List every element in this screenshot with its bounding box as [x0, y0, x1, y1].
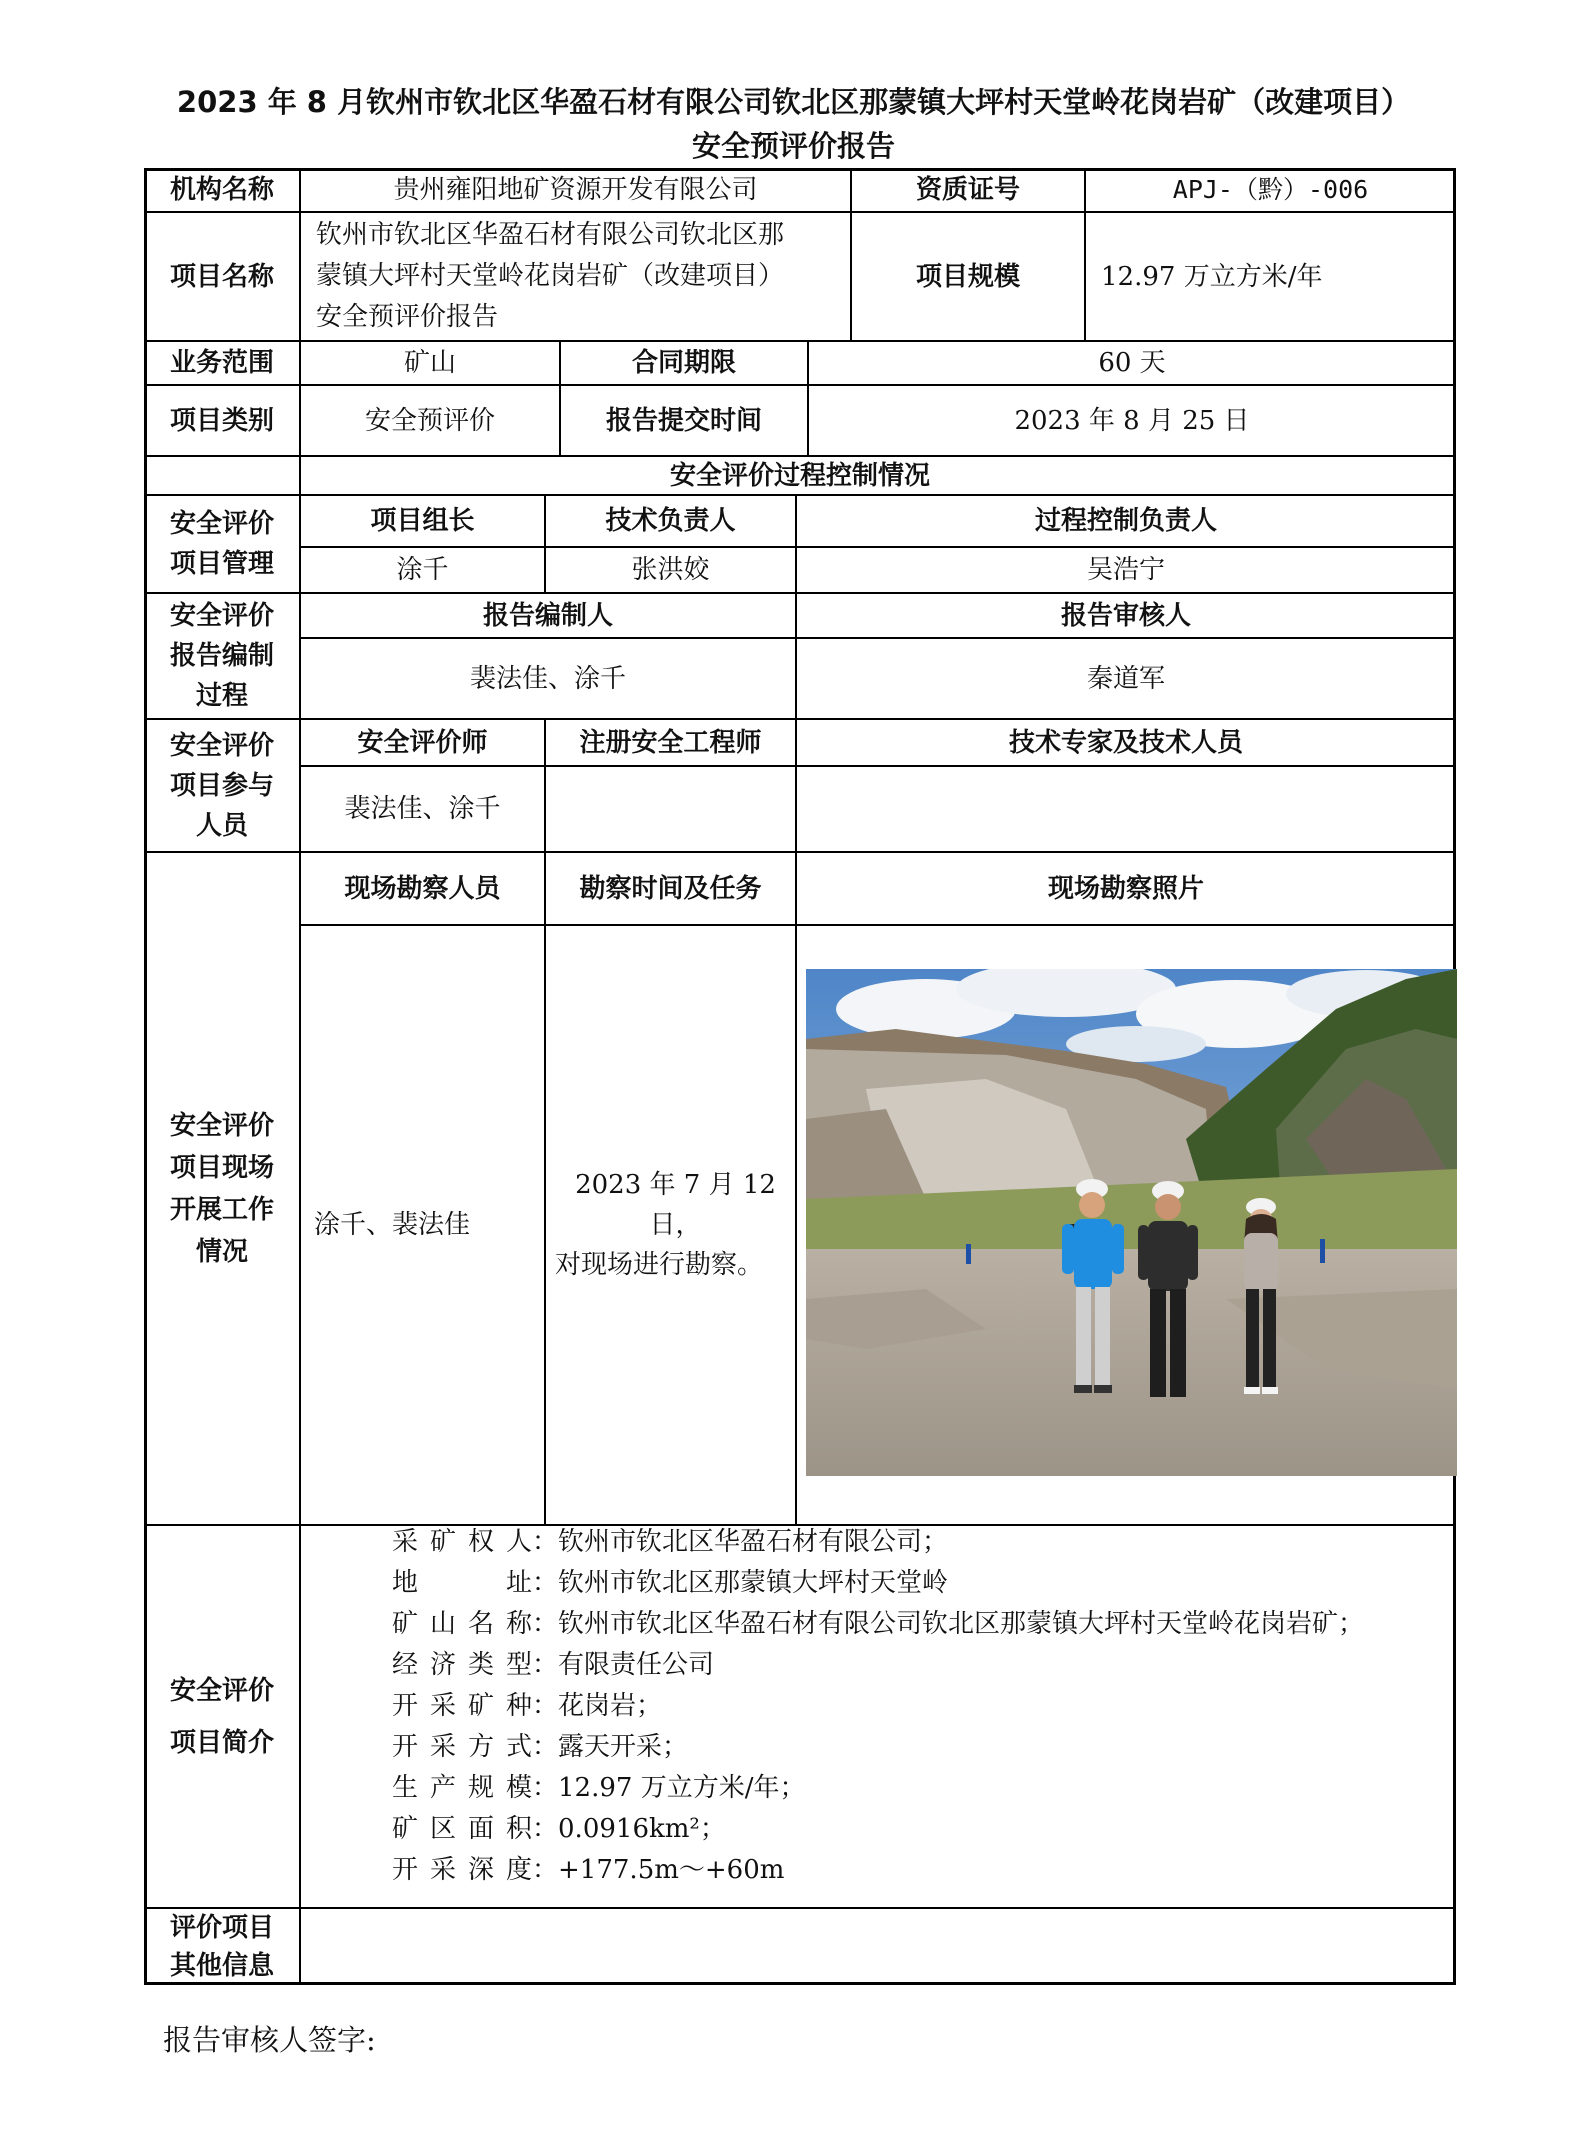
reviewer-value: 秦道军 [1086, 663, 1165, 694]
engineer-value [545, 766, 796, 852]
staff-label-line: 项目参与 [169, 770, 274, 801]
author-label: 报告编制人 [482, 600, 613, 631]
intro-colon: ： [532, 1568, 559, 1598]
compile-label [144, 593, 300, 719]
project-intro [392, 1522, 1364, 1891]
survey-time-line: 对现场进行勘察。 [555, 1250, 764, 1280]
intro-colon: ： [532, 1732, 559, 1762]
intro-row [392, 1604, 1364, 1645]
intro-key: 矿山名称 [392, 1609, 532, 1639]
intro-label [144, 1525, 300, 1908]
surveyor-value: 涂千、裴法佳 [314, 1210, 471, 1240]
reviewer-signature-label: 报告审核人签字: [163, 2023, 376, 2057]
project-name-line: 钦州市钦北区华盈石材有限公司钦北区那 [316, 220, 785, 250]
tech-value: 张洪姣 [631, 555, 710, 585]
project-name-value [300, 212, 851, 341]
category-label: 项目类别 [169, 405, 274, 436]
reviewer-label: 报告审核人 [1060, 600, 1191, 631]
compile-label-line: 过程 [195, 681, 248, 711]
category-value: 安全预评价 [364, 405, 495, 436]
ctrl-value: 吴浩宁 [1086, 555, 1165, 585]
site-label-line: 项目现场 [169, 1152, 274, 1183]
intro-key: 采矿权人 [392, 1527, 532, 1557]
intro-label-line: 安全评价 [169, 1675, 274, 1706]
leader-value: 涂千 [396, 555, 449, 585]
document-title [0, 80, 1587, 168]
intro-row [392, 1850, 1364, 1891]
intro-colon: ： [532, 1855, 559, 1885]
site-label-line: 开展工作 [169, 1194, 274, 1225]
intro-row [392, 1727, 1364, 1768]
intro-colon: ： [532, 1773, 559, 1803]
other-label-line: 其他信息 [169, 1950, 274, 1981]
scale-value: 12.97 万立方米/年 [1101, 261, 1323, 292]
intro-key: 生产规模 [392, 1773, 532, 1803]
intro-key: 开采方式 [392, 1732, 532, 1762]
scale-label: 项目规模 [915, 261, 1020, 292]
project-name-label: 项目名称 [169, 261, 274, 292]
intro-value: 钦州市钦北区华盈石材有限公司钦北区那蒙镇大坪村天堂岭花岗岩矿； [558, 1609, 1365, 1639]
project-name-line: 蒙镇大坪村天堂岭花岗岩矿（改建项目） [316, 261, 785, 291]
org-name-label: 机构名称 [169, 175, 274, 205]
intro-row [392, 1686, 1364, 1727]
title-line-1: 2023 年 8 月钦州市钦北区华盈石材有限公司钦北区那蒙镇大坪村天堂岭花岗岩矿（改建项目） [176, 85, 1411, 119]
intro-colon: ： [532, 1527, 559, 1557]
contract-value: 60 天 [1098, 348, 1166, 378]
intro-row [392, 1809, 1364, 1850]
staff-label-line: 人员 [195, 810, 248, 841]
scope-label: 业务范围 [169, 348, 274, 378]
author-value: 裴法佳、涂千 [469, 663, 626, 694]
intro-colon: ： [532, 1609, 559, 1639]
assessor-value: 裴法佳、涂千 [344, 794, 501, 824]
survey-time-value [545, 925, 796, 1525]
intro-label-line: 项目简介 [169, 1727, 274, 1758]
intro-key: 地址 [392, 1568, 532, 1598]
mgmt-label-line: 项目管理 [169, 549, 274, 579]
mgmt-label-line: 安全评价 [169, 509, 274, 539]
photo-label: 现场勘察照片 [1047, 873, 1204, 904]
process-header: 安全评价过程控制情况 [669, 460, 930, 491]
intro-key: 矿区面积 [392, 1814, 532, 1844]
assessor-label: 安全评价师 [357, 727, 488, 758]
other-label-line: 评价项目 [169, 1912, 274, 1943]
intro-colon: ： [532, 1650, 559, 1680]
project-name-line: 安全预评价报告 [316, 302, 499, 332]
intro-value: 0.0916km²； [558, 1814, 726, 1844]
survey-time-line: 2023 年 7 月 12 日， [575, 1170, 776, 1240]
intro-colon: ： [532, 1691, 559, 1721]
site-label-line: 情况 [195, 1236, 248, 1267]
intro-value: 12.97 万立方米/年； [558, 1773, 806, 1803]
intro-colon: ： [532, 1814, 559, 1844]
site-survey-photo [806, 969, 1457, 1476]
site-label-line: 安全评价 [169, 1110, 274, 1141]
intro-value: 花岗岩； [558, 1691, 663, 1721]
staff-label-line: 安全评价 [169, 730, 274, 761]
site-label [144, 852, 300, 1525]
cert-value: APJ-（黔）-006 [1172, 175, 1369, 204]
intro-row [392, 1522, 1364, 1563]
scope-value: 矿山 [403, 348, 456, 378]
intro-value: 钦州市钦北区华盈石材有限公司； [558, 1527, 949, 1557]
intro-value: +177.5m～+60m [558, 1855, 785, 1885]
leader-label: 项目组长 [370, 506, 475, 536]
tech-label: 技术负责人 [605, 506, 736, 536]
compile-label-line: 报告编制 [169, 641, 274, 671]
expert-label: 技术专家及技术人员 [1008, 727, 1243, 758]
org-name-value: 贵州雍阳地矿资源开发有限公司 [393, 175, 758, 205]
survey-time-label: 勘察时间及任务 [579, 873, 762, 904]
intro-value: 钦州市钦北区那蒙镇大坪村天堂岭 [558, 1568, 949, 1598]
intro-key: 经济类型 [392, 1650, 532, 1680]
other-value [300, 1908, 1456, 1985]
intro-key: 开采深度 [392, 1855, 532, 1885]
intro-row [392, 1645, 1364, 1686]
staff-label [144, 719, 300, 852]
intro-row [392, 1563, 1364, 1604]
intro-value: 露天开采； [558, 1732, 689, 1762]
cert-label: 资质证号 [915, 175, 1020, 205]
intro-value: 有限责任公司 [558, 1650, 715, 1680]
submit-value: 2023 年 8 月 25 日 [1014, 405, 1250, 436]
other-label [144, 1908, 300, 1985]
expert-value [796, 766, 1456, 852]
contract-label: 合同期限 [631, 348, 736, 378]
ctrl-label: 过程控制负责人 [1034, 506, 1217, 536]
surveyor-label: 现场勘察人员 [344, 873, 501, 904]
title-line-2: 安全预评价报告 [691, 129, 895, 163]
submit-label: 报告提交时间 [605, 405, 762, 436]
intro-row [392, 1768, 1364, 1809]
mgmt-label [144, 495, 300, 593]
intro-key: 开采矿种 [392, 1691, 532, 1721]
engineer-label: 注册安全工程师 [579, 727, 762, 758]
compile-label-line: 安全评价 [169, 601, 274, 631]
